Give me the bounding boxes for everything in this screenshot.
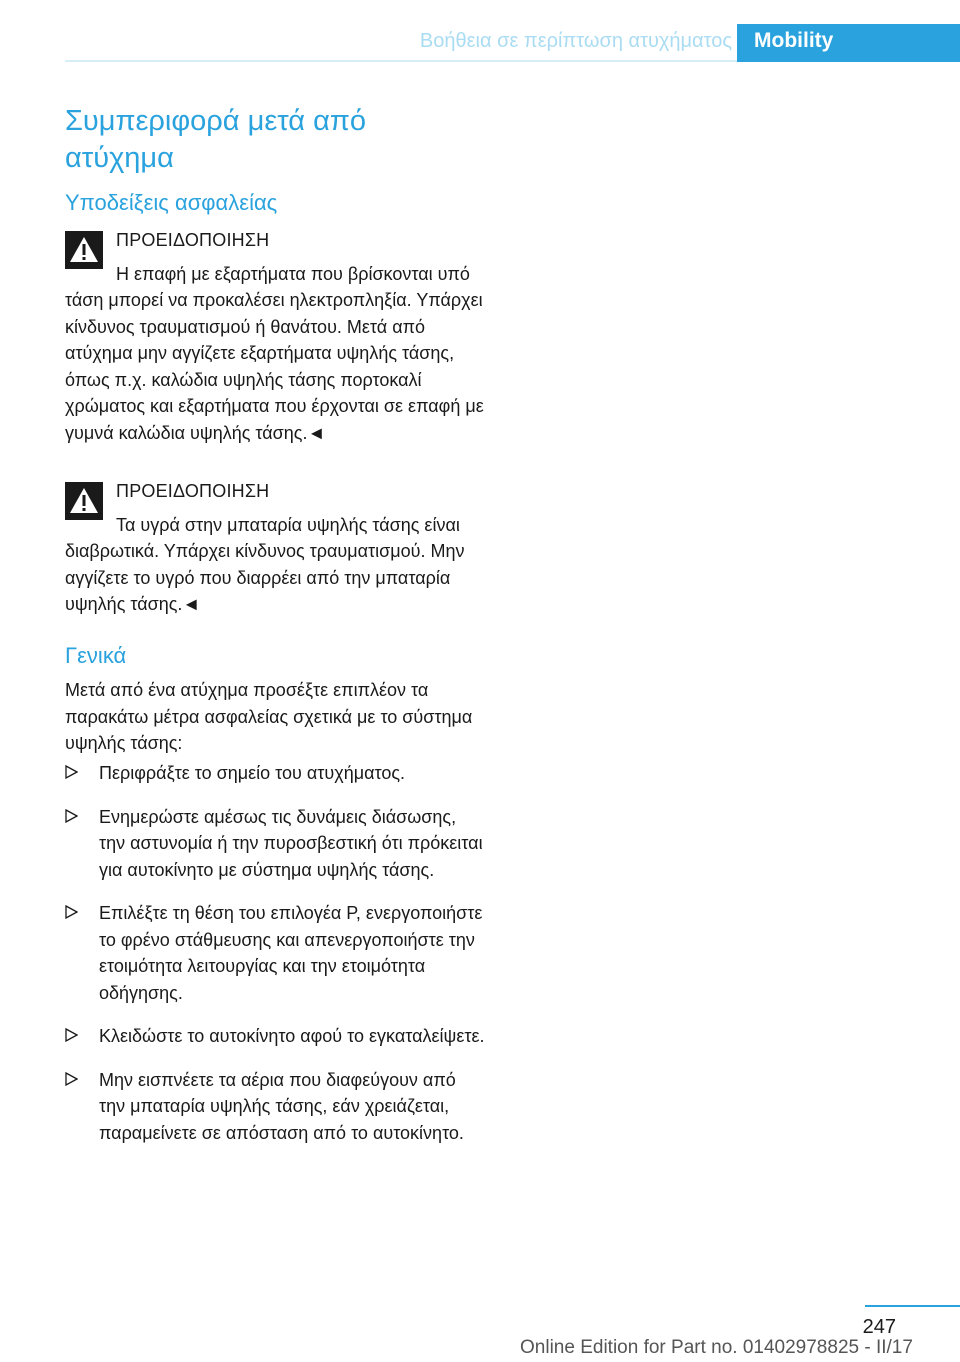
list-item bbox=[65, 1067, 485, 1147]
list-item bbox=[65, 804, 485, 884]
header-chapter-tab: Mobility bbox=[737, 24, 960, 62]
header-section-title: Βοήθεια σε περίπτωση ατυχήματος bbox=[419, 30, 732, 52]
list-item-text: Επιλέξτε τη θέση του επιλογέα P, ενεργοποιήστε το φρένο στάθμευσης και απενεργοποιήστε την ετοιμότητα λειτουργίας και την ετοιμότητα οδήγησης. bbox=[99, 903, 483, 1003]
warning-block-1 bbox=[65, 227, 485, 446]
list-item-text: Ενημερώστε αμέσως τις δυνάμεις διάσωσης, την αστυνομία ή την πυροσβεστική ότι πρόκειται για αυτοκίνητο με σύστημα υψηλής τάσης. bbox=[99, 806, 483, 880]
list-item-text: Κλειδώστε το αυτοκίνητο αφού το εγκαταλείψετε. bbox=[99, 1026, 485, 1046]
warning-triangle-icon bbox=[65, 231, 103, 269]
general-intro: Μετά από ένα ατύχημα προσέξτε επιπλέον τα παρακάτω μέτρα ασφαλείας σχετικά με το σύστημα υψηλής τάσης: bbox=[65, 680, 473, 753]
warning-triangle-icon bbox=[65, 482, 103, 520]
warning-block-2 bbox=[65, 478, 485, 618]
triangle-right-icon bbox=[65, 905, 78, 919]
triangle-right-icon bbox=[65, 809, 78, 823]
general-heading: Γενικά bbox=[65, 643, 127, 668]
footer-edition: Online Edition for Part no. 01402978825 - II/17 bbox=[520, 1337, 913, 1358]
triangle-right-icon bbox=[65, 1028, 78, 1042]
list-item bbox=[65, 1023, 485, 1050]
triangle-right-icon bbox=[65, 1072, 78, 1086]
triangle-right-icon bbox=[65, 765, 78, 779]
list-item-text: Περιφράξτε το σημείο του ατυχήματος. bbox=[99, 763, 406, 783]
list-item bbox=[65, 760, 485, 787]
warning-text: Τα υγρά στην μπαταρία υψηλής τάσης είναι διαβρωτικά. Υπάρχει κίνδυνος τραυματισμού. Μην αγγίζετε το υγρό που διαρρέει από την μπαταρία υψηλής τάσης.◄ bbox=[65, 514, 465, 614]
list-item bbox=[65, 900, 485, 1006]
footer-rule bbox=[865, 1305, 960, 1307]
measures-list bbox=[65, 760, 485, 1163]
list-item-text: Μην εισπνέετε τα αέρια που διαφεύγουν από την μπαταρία υψηλής τάσης, εάν χρειάζεται, παραμείνετε σε απόσταση από το αυτοκίνητο. bbox=[99, 1069, 464, 1143]
warning-label: ΠΡΟΕΙΔΟΠΟΙΗΣΗ bbox=[116, 481, 270, 501]
page-number: 247 bbox=[862, 1316, 896, 1338]
warning-label: ΠΡΟΕΙΔΟΠΟΙΗΣΗ bbox=[116, 230, 270, 250]
page-title: Συμπεριφορά μετά από ατύχημα bbox=[65, 105, 367, 174]
safety-heading: Υποδείξεις ασφαλείας bbox=[65, 190, 278, 215]
warning-text: Η επαφή με εξαρτήματα που βρίσκονται υπό τάση μπορεί να προκαλέσει ηλεκτροπληξία. Υπάρχει κίνδυνος τραυματισμού ή θανάτου. Μετά από ατύχημα μην αγγίζετε εξαρτήματα υψηλής τάσης, όπως π.χ. καλώδια υψηλής τάσης πορτοκαλί χρώματος και εξαρτήματα που έρχονται σε επαφή με γυμνά καλώδια υψηλής τάσης.◄ bbox=[65, 263, 484, 443]
